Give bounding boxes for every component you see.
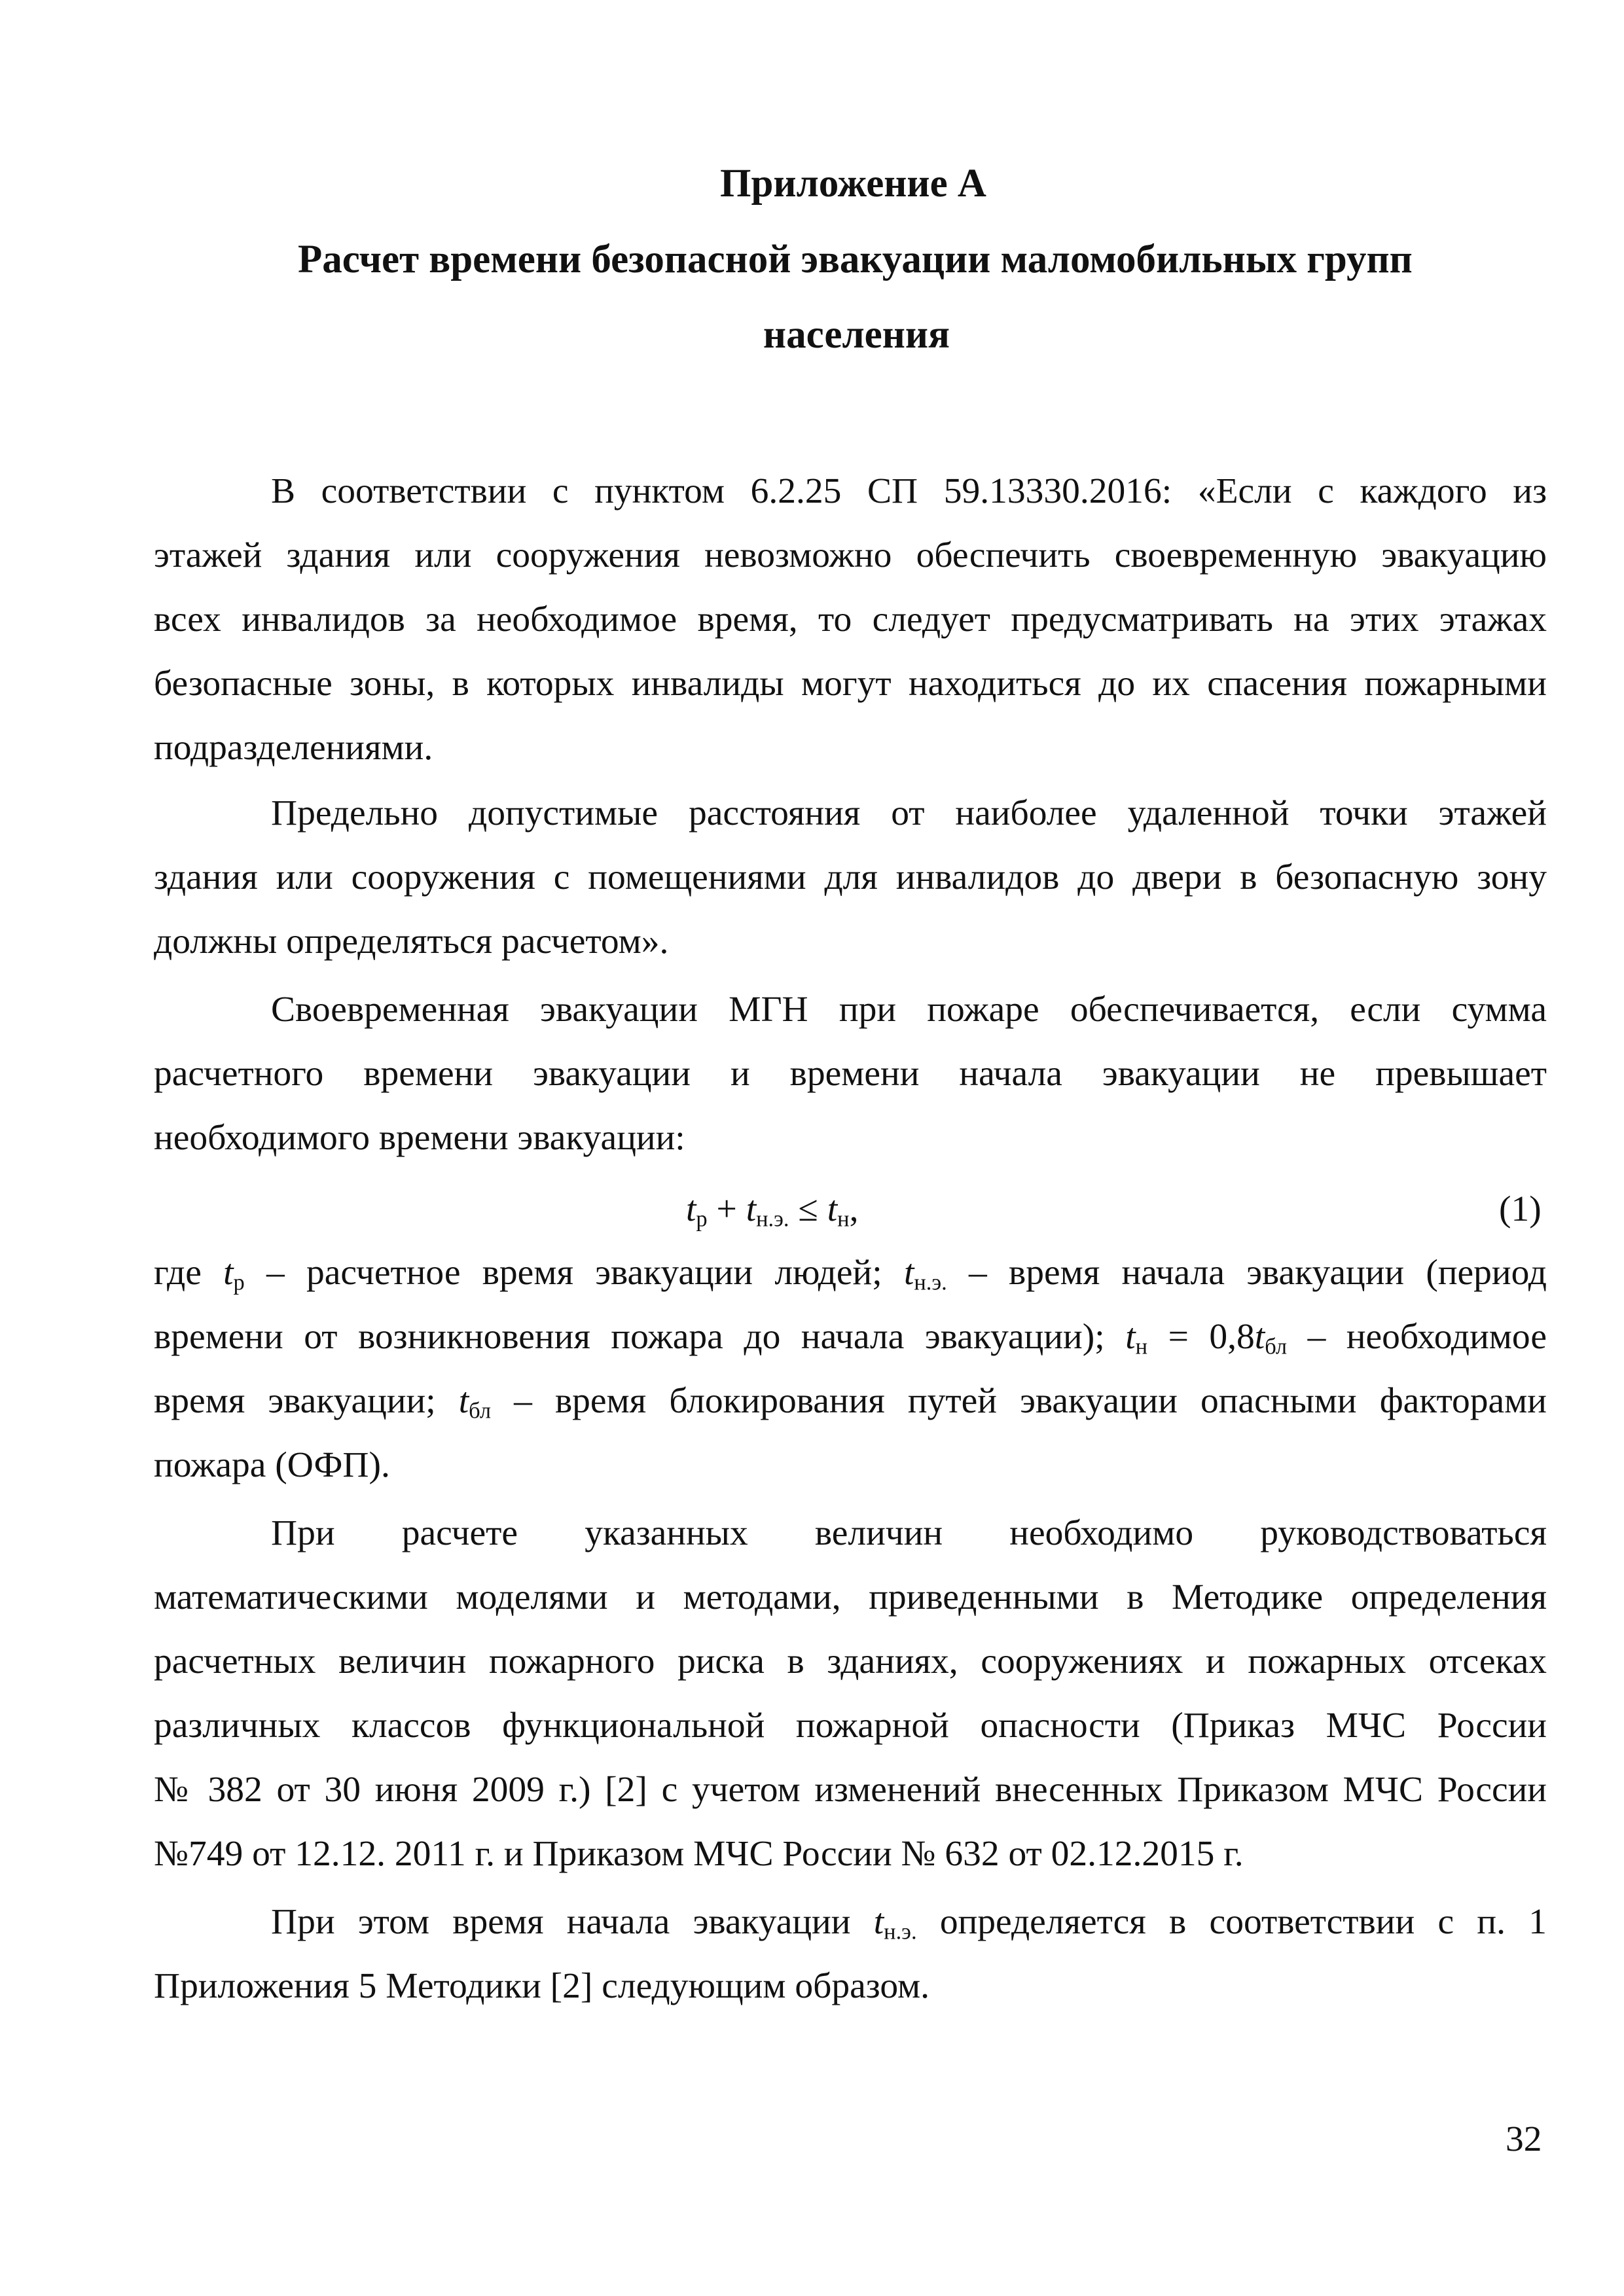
paragraph-5-line-1: При этом время начала эвакуации $t_{н.э.}$ определяется в соответствии с п. 1 — [271, 1902, 1547, 1945]
paragraph-1-line-5: подразделениями. — [154, 728, 433, 768]
paragraph-3-line-2: расчетного времени эвакуации и времени начала эвакуации не превышает — [154, 1054, 1547, 1094]
paragraph-4-line-3: расчетных величин пожарного риска в зданиях, сооружениях и пожарных отсеках — [154, 1641, 1547, 1681]
equation-number: (1) — [1499, 1189, 1542, 1229]
paragraph-3-line-3: необходимого времени эвакуации: — [154, 1118, 685, 1158]
appendix-subtitle-line2: населения — [763, 313, 950, 357]
paragraph-1-line-1: В соответствии с пунктом 6.2.25 СП 59.13330.2016: «Если с каждого из — [271, 471, 1547, 511]
paragraph-1-line-3: всех инвалидов за необходимое время, то следует предусматривать на этих этажах — [154, 600, 1547, 639]
formula-1: $t_р + t_{н.э.} \le t_н$, — [686, 1189, 859, 1232]
paragraph-4-line-4: различных классов функциональной пожарной опасности (Приказ МЧС России — [154, 1706, 1547, 1746]
where-line-1: где $t_р$ – расчетное время эвакуации людей; $t_{н.э.}$ – время начала эвакуации (период — [154, 1253, 1547, 1295]
paragraph-2-line-2: здания или сооружения с помещениями для инвалидов до двери в безопасную зону — [154, 857, 1547, 897]
paragraph-1-line-2: этажей здания или сооружения невозможно обеспечить своевременную эвакуацию — [154, 535, 1547, 575]
paragraph-5-line-2: Приложения 5 Методики [2] следующим образом. — [154, 1966, 930, 2006]
where-line-2: времени от возникновения пожара до начала эвакуации); $t_н = 0,8t_{бл}$ – необходимое — [154, 1317, 1547, 1359]
page-number: 32 — [1506, 2119, 1542, 2159]
paragraph-4-line-6: №749 от 12.12. 2011 г. и Приказом МЧС России № 632 от 02.12.2015 г. — [154, 1834, 1244, 1874]
paragraph-1-line-4: безопасные зоны, в которых инвалиды могут находиться до их спасения пожарными — [154, 664, 1547, 704]
paragraph-3-line-1: Своевременная эвакуации МГН при пожаре обеспечивается, если сумма — [271, 990, 1547, 1030]
where-line-4: пожара (ОФП). — [154, 1445, 390, 1485]
paragraph-2-line-1: Предельно допустимые расстояния от наиболее удаленной точки этажей — [271, 793, 1547, 833]
paragraph-4-line-2: математическими моделями и методами, приведенными в Методике определения — [154, 1577, 1547, 1617]
appendix-subtitle-line1: Расчет времени безопасной эвакуации маломобильных групп — [298, 238, 1413, 281]
where-line-3: время эвакуации; $t_{бл}$ – время блокирования путей эвакуации опасными факторами — [154, 1381, 1547, 1424]
paragraph-4-line-5: № 382 от 30 июня 2009 г.) [2] с учетом изменений внесенных Приказом МЧС России — [154, 1770, 1547, 1810]
paragraph-2-line-3: должны определяться расчетом». — [154, 922, 669, 961]
paragraph-4-line-1: При расчете указанных величин необходимо руководствоваться — [271, 1513, 1547, 1553]
appendix-title: Приложение А — [720, 162, 986, 206]
